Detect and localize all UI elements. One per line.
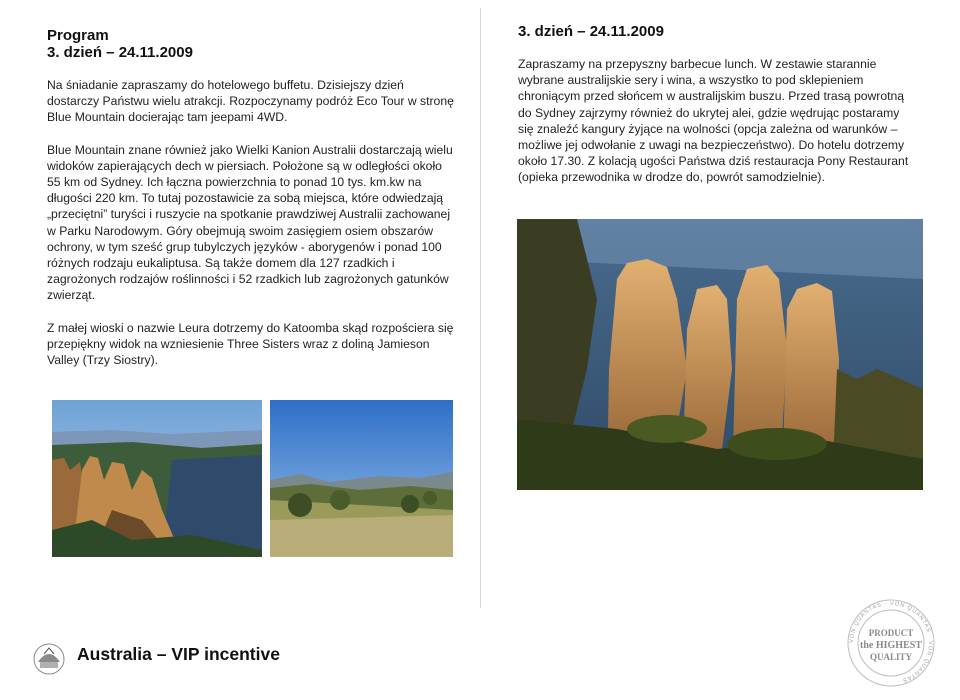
national-park-text: To tutaj pozostawicie za sobą miejsca, które odwiedzają „przeciętni” turyści i ruszycie na spotkanie prawdziwej Australii zachowanej w Parku Narodowym. Góry obejmują swoim zasięgiem osiem obszarów ochrony, w tym sześć grup tubylczych języków - aborygenów i ponad 100 różnych rodzaju eukaliptusa. Są także domem dla 127 rzadkich i zagrożonych rodzajów roślinności i 52 rzadkich lub zagrożonych gatunków zwierząt.	[47, 191, 451, 303]
badge-ring-text: VON QUANTAS · VON QUANTAS · VON QUANTAS ·	[848, 600, 934, 685]
badge-highest-text: the HIGHEST	[860, 640, 922, 651]
blue-mountain-paragraph	[47, 142, 457, 304]
three-sisters-photo-large	[517, 219, 923, 490]
right-column	[518, 23, 918, 202]
program-heading	[47, 27, 457, 61]
highest-quality-badge	[846, 598, 936, 688]
badge-product-text: PRODUCT	[868, 628, 914, 638]
badge-quality-text: QUALITY	[869, 652, 913, 662]
day-title-left: 3. dzień – 24.11.2009	[47, 44, 193, 61]
lunch-paragraph: Zapraszamy na przepyszny barbecue lunch. W zestawie starannie wybrane australijskie sery i wina, a wszystko to pod sklepieniem chroniącym przed słońcem w australijskim buszu. Przed trasą powrotną do Sydney zajrzymy również do ukrytej alei, gdzie wędrując postaramy się znaleźć kangury żyjące na wolności (opcja zależna od warunków – możliwe jej odwołanie z uwagi na bezpieczeństwo). Do hotelu dotrzemy około 17.30. Z kolacją ugości Państwa dziś restauracja Pony Restaurant (opieka przewodnika w drodze do, powrót samodzielnie).	[518, 57, 909, 185]
three-sisters-photo-small	[52, 400, 262, 557]
page-divider	[480, 8, 481, 608]
jamieson-valley-photo	[270, 400, 453, 557]
day-title-right: 3. dzień – 24.11.2009	[518, 23, 664, 40]
footer-title: Australia – VIP incentive	[77, 644, 280, 664]
blue-mountain-intro: Blue Mountain znane również jako Wielki Kanion Australii dostarczają wielu widoków zapierających dech w piersiach. Położone są w odległości około 55 km od Sydney. Ich łączna powierzchnia to ponad 10 tys. km.kw na długości 220 km.	[47, 142, 453, 206]
left-column	[47, 27, 457, 384]
program-title: Program	[47, 27, 109, 44]
katoomba-paragraph: Z małej wioski o nazwie Leura dotrzemy do Katoomba skąd rozpościera się przepiękny widok na wzniesienie Three Sisters wraz z doliną Jamieson Valley (Trzy Siostry).	[47, 320, 454, 368]
breakfast-paragraph: Na śniadanie zapraszamy do hotelowego buffetu. Dzisiejszy dzień dostarczy Państwu wielu atrakcji. Rozpoczynamy podróż Eco Tour w stronę Blue Mountain docierając tam jeepami 4WD.	[47, 78, 454, 125]
company-logo-icon	[30, 640, 68, 678]
